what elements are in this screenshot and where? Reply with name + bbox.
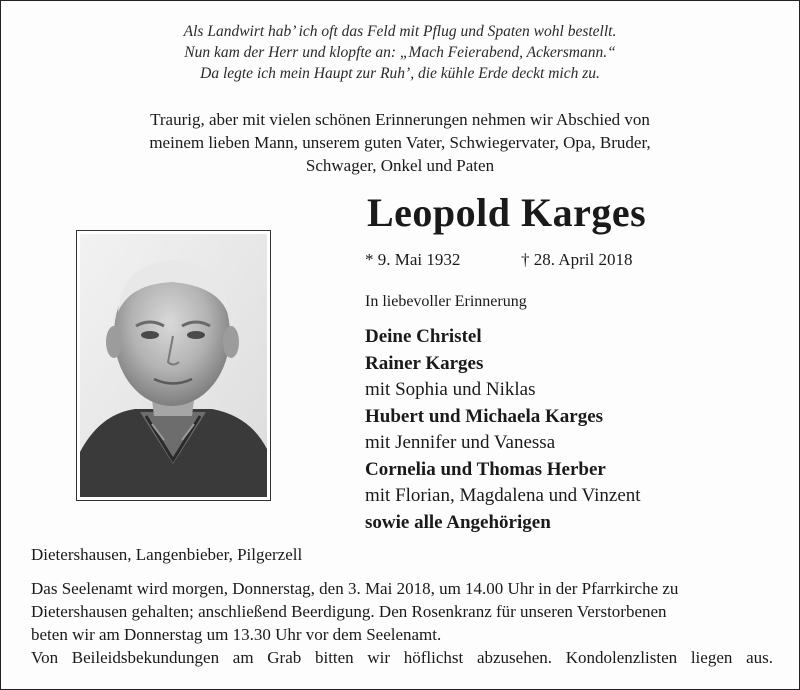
death-date: † 28. April 2018	[521, 250, 633, 269]
family-list	[365, 324, 641, 536]
notice-line: beten wir am Donnerstag um 13.30 Uhr vor dem Seelenamt.	[31, 625, 442, 644]
poem	[1, 21, 799, 84]
intro-line: Traurig, aber mit vielen schönen Erinnerungen nehmen wir Abschied von	[150, 110, 650, 129]
deceased-name: Leopold Karges	[367, 190, 647, 235]
family-line: Rainer Karges	[365, 352, 484, 374]
birth-date: * 9. Mai 1932	[365, 250, 461, 269]
places-line: Dietershausen, Langenbieber, Pilgerzell	[31, 545, 303, 564]
portrait-photo	[76, 230, 271, 501]
life-dates	[365, 249, 665, 271]
funeral-notice	[31, 577, 773, 669]
notice-line: Dietershausen gehalten; anschließend Beerdigung. Den Rosenkranz für unseren Verstorbenen	[31, 602, 667, 621]
family-line: mit Jennifer und Vanessa	[365, 432, 556, 453]
memory-heading: In liebevoller Erinnerung	[365, 293, 527, 310]
notice-line: Das Seelenamt wird morgen, Donnerstag, den 3. Mai 2018, um 14.00 Uhr in der Pfarrkirche zu	[31, 579, 679, 598]
notice-last-line: Von Beileidsbekundungen am Grab bitten wir höflichst abzusehen. Kondolenzlisten liegen aus.	[31, 648, 773, 667]
intro-line: Schwager, Onkel und Paten	[305, 156, 495, 175]
family-line: Hubert und Michaela Karges	[365, 405, 604, 427]
family-line: Cornelia und Thomas Herber	[365, 458, 606, 480]
poem-line: Nun kam der Herr und klopfte an: „Mach Feierabend, Ackersmann.“	[184, 44, 616, 61]
portrait-image	[80, 234, 267, 497]
poem-line: Da legte ich mein Haupt zur Ruh’, die kühle Erde deckt mich zu.	[200, 65, 600, 82]
family-line: mit Sophia und Niklas	[365, 379, 536, 400]
family-line: Deine Christel	[365, 326, 482, 347]
family-line: mit Florian, Magdalena und Vinzent	[365, 485, 641, 506]
family-line: sowie alle Angehörigen	[365, 511, 551, 533]
poem-line: Als Landwirt hab’ ich oft das Feld mit Pflug und Spaten wohl bestellt.	[183, 23, 617, 40]
intro-text	[1, 108, 799, 177]
intro-line: meinem lieben Mann, unserem guten Vater, Schwiegervater, Opa, Bruder,	[149, 133, 651, 152]
